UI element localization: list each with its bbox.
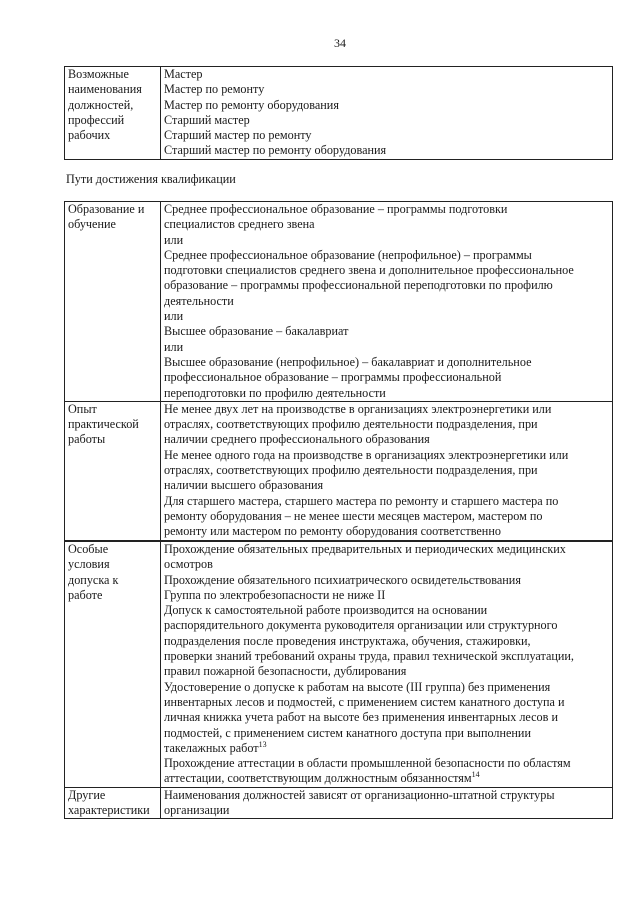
text-line: инвентарных лесов и подмостей, с применением систем канатного доступа и bbox=[164, 694, 565, 709]
text-line: Прохождение аттестации в области промышленной безопасности по областям bbox=[164, 756, 571, 771]
page-number: 34 bbox=[334, 36, 346, 50]
text-line: личная книжка учета работ на высоте без применения инвентарных лесов и bbox=[164, 710, 558, 725]
text-line: переподготовки по профилю деятельности bbox=[164, 385, 386, 400]
text-line: Удостоверение о допуске к работам на высоте (III группа) без применения bbox=[164, 679, 551, 694]
position-item: Мастер bbox=[164, 67, 203, 81]
text-line: или bbox=[164, 232, 184, 247]
text-line: Наименования должностей зависят от организационно-штатной структуры bbox=[164, 787, 555, 802]
text-line: профессиональное образование – программы профессиональной bbox=[164, 370, 502, 385]
label-line: должностей, bbox=[68, 97, 134, 112]
footnote-ref: 13 bbox=[258, 739, 267, 749]
text-line: или bbox=[164, 309, 184, 324]
other-value-cell bbox=[161, 787, 613, 819]
label-line: Опыт bbox=[68, 401, 97, 416]
text-line: подготовки специалистов среднего звена и дополнительное профессиональное bbox=[164, 263, 574, 278]
position-item: Старший мастер по ремонту оборудования bbox=[164, 143, 387, 158]
text-line: ремонту оборудования – не менее шести месяцев мастером, мастером по bbox=[164, 508, 543, 523]
text-line: организации bbox=[164, 803, 230, 818]
experience-label-cell bbox=[65, 401, 161, 540]
text-line: Допуск к самостоятельной работе производится на основании bbox=[164, 603, 488, 618]
text-line: проверки знаний требований охраны труда, правил технической эксплуатации, bbox=[164, 649, 574, 664]
text-line-with-footnote bbox=[164, 741, 609, 756]
text-line: Для старшего мастера, старшего мастера по ремонту и старшего мастера по bbox=[164, 493, 559, 508]
text-line: Высшее образование – бакалавриат bbox=[164, 324, 349, 339]
text-line: образование – программы профессиональной переподготовки по профилю bbox=[164, 278, 553, 293]
label-line: допуска к bbox=[68, 572, 119, 587]
position-item: Мастер по ремонту оборудования bbox=[164, 97, 339, 112]
text-line: подмостей, с применением систем канатного доступа при выполнении bbox=[164, 725, 531, 740]
text-line: Прохождение обязательных предварительных и периодических медицинских bbox=[164, 542, 566, 556]
education-label-cell bbox=[65, 202, 161, 402]
text-line: отраслях, соответствующих профилю деятельности подразделения, при bbox=[164, 463, 538, 478]
text-line: Не менее двух лет на производстве в организациях электроэнергетики или bbox=[164, 401, 552, 416]
label-line: практической bbox=[68, 417, 139, 432]
text-line-with-footnote bbox=[164, 771, 609, 786]
experience-row bbox=[65, 401, 613, 540]
conditions-table bbox=[64, 541, 613, 819]
qualification-table bbox=[64, 201, 613, 541]
position-item: Старший мастер bbox=[164, 112, 250, 127]
positions-label-cell bbox=[65, 67, 161, 160]
label-line: Другие bbox=[68, 787, 106, 802]
text-line: распорядительного документа руководителя организации или структурного bbox=[164, 618, 558, 633]
label-line: работы bbox=[68, 432, 106, 447]
positions-table bbox=[64, 66, 613, 160]
label-line: Особые bbox=[68, 542, 109, 556]
position-item: Мастер по ремонту bbox=[164, 82, 265, 97]
education-value-cell bbox=[161, 202, 613, 402]
text-line: наличии высшего образования bbox=[164, 478, 324, 493]
text-line: Среднее профессиональное образование (непрофильное) – программы bbox=[164, 247, 532, 262]
text-line: специалистов среднего звена bbox=[164, 217, 315, 232]
label-line: Возможные bbox=[68, 67, 129, 81]
text-line: осмотров bbox=[164, 557, 213, 572]
text-line: отраслях, соответствующих профилю деятельности подразделения, при bbox=[164, 417, 538, 432]
text-line: деятельности bbox=[164, 293, 234, 308]
conditions-value-cell bbox=[161, 542, 613, 788]
position-item: Старший мастер по ремонту bbox=[164, 128, 312, 143]
label-line: Образование и bbox=[68, 202, 145, 216]
text-line: правил пожарной безопасности, дублирования bbox=[164, 664, 407, 679]
label-line: наименования bbox=[68, 82, 142, 97]
other-row bbox=[65, 787, 613, 819]
positions-value-cell bbox=[161, 67, 613, 160]
text-line: наличии среднего профессионального образования bbox=[164, 432, 430, 447]
text-line: Группа по электробезопасности не ниже II bbox=[164, 587, 386, 602]
conditions-row bbox=[65, 542, 613, 788]
label-line: характеристики bbox=[68, 803, 150, 818]
text-line: Прохождение обязательного психиатрического освидетельствования bbox=[164, 572, 521, 587]
text-line: ремонту или мастером по ремонту оборудования соответственно bbox=[164, 524, 501, 539]
label-line: работе bbox=[68, 587, 103, 602]
footnote-ref: 14 bbox=[471, 770, 480, 780]
education-row bbox=[65, 202, 613, 402]
text-line: Не менее одного года на производстве в организациях электроэнергетики или bbox=[164, 447, 569, 462]
text-line: подразделения после проведения инструктажа, обучения, стажировки, bbox=[164, 633, 531, 648]
label-line: обучение bbox=[68, 217, 116, 232]
label-line: профессий bbox=[68, 112, 125, 127]
positions-row bbox=[65, 67, 613, 160]
label-line: условия bbox=[68, 557, 110, 572]
text-line: Высшее образование (непрофильное) – бакалавриат и дополнительное bbox=[164, 354, 532, 369]
text-line: аттестации, соответствующим должностным обязанностям bbox=[164, 771, 472, 786]
text-line: такелажных работ bbox=[164, 740, 259, 755]
text-line: или bbox=[164, 339, 184, 354]
label-line: рабочих bbox=[68, 128, 111, 143]
other-label-cell bbox=[65, 787, 161, 819]
section-heading: Пути достижения квалификации bbox=[66, 172, 236, 186]
text-line: Среднее профессиональное образование – программы подготовки bbox=[164, 202, 508, 216]
experience-value-cell bbox=[161, 401, 613, 540]
conditions-label-cell bbox=[65, 542, 161, 788]
